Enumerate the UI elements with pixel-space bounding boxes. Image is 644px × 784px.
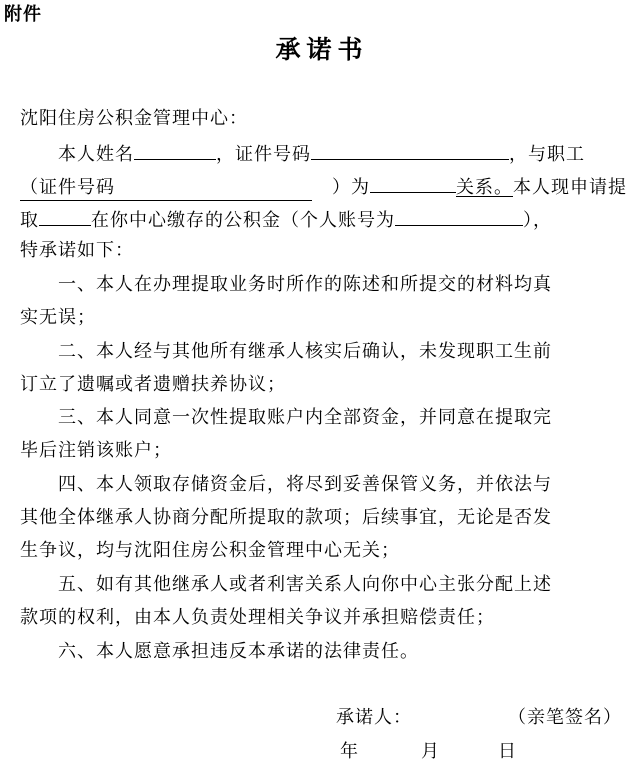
date-month: 月 [421,741,440,762]
name-label: 本人姓名 [58,144,134,165]
date-year: 年 [340,741,359,762]
item-3-line1: 三、本人同意一次性提取账户内全部资金，并同意在提取完 [58,407,552,428]
relation-prefix: ，与职工 [509,144,585,165]
item-1-line1: 一、本人在办理提取业务时所作的陈述和所提交的材料均真 [58,274,552,295]
withdraw-mid: 在你中心缴存的公积金（个人账号为 [91,210,395,231]
withdraw-close: ）， [523,210,552,231]
p1-line2 [20,174,627,201]
item-3-line2: 毕后注销该账户； [20,440,172,461]
document-title: 承诺书 [275,35,369,64]
signer-label: 承诺人： [336,707,412,728]
attachment-label: 附件 [4,4,42,25]
addressee: 沈阳住房公积金管理中心： [20,108,248,129]
withdraw-name-blank[interactable] [39,207,91,226]
p1-line3 [20,207,552,233]
commit-intro: 特承诺如下： [20,240,134,261]
apply-text: 本人现申请提 [513,177,627,198]
item-5-line1: 五、如有其他继承人或者利害关系人向你中心主张分配上述 [58,574,552,595]
item-6-line1: 六、本人愿意承担违反本承诺的法律责任。 [58,641,419,662]
account-blank[interactable] [395,207,523,226]
relation-blank[interactable] [370,174,456,193]
name-blank[interactable] [134,141,216,160]
item-1-line2: 实无误； [20,307,96,328]
item-4-line3: 生争议，均与沈阳住房公积金管理中心无关； [20,540,400,561]
relation-word: 关系。 [456,177,513,198]
id-blank[interactable] [311,141,509,160]
worker-id-field[interactable] [20,176,312,201]
item-5-line2: 款项的权利，由本人负责处理相关争议并承担赔偿责任； [20,607,495,628]
item-2-line1: 二、本人经与其他所有继承人核实后确认，未发现职工生前 [58,341,552,362]
item-4-line1: 四、本人领取存储资金后，将尽到妥善保管义务，并依法与 [58,474,552,495]
worker-id-label: （证件号码 [20,177,115,198]
withdraw-prefix: 取 [20,210,39,231]
item-4-line2: 其他全体继承人协商分配所提取的款项；后续事宜，无论是否发 [20,507,552,528]
date-day: 日 [498,741,517,762]
id-label: ，证件号码 [216,144,311,165]
item-2-line2: 订立了遗嘱或者遗赠扶养协议； [20,374,286,395]
worker-id-close: ）为 [332,177,370,198]
signature-note: （亲笔签名） [508,707,622,728]
p1-line1 [58,141,585,167]
